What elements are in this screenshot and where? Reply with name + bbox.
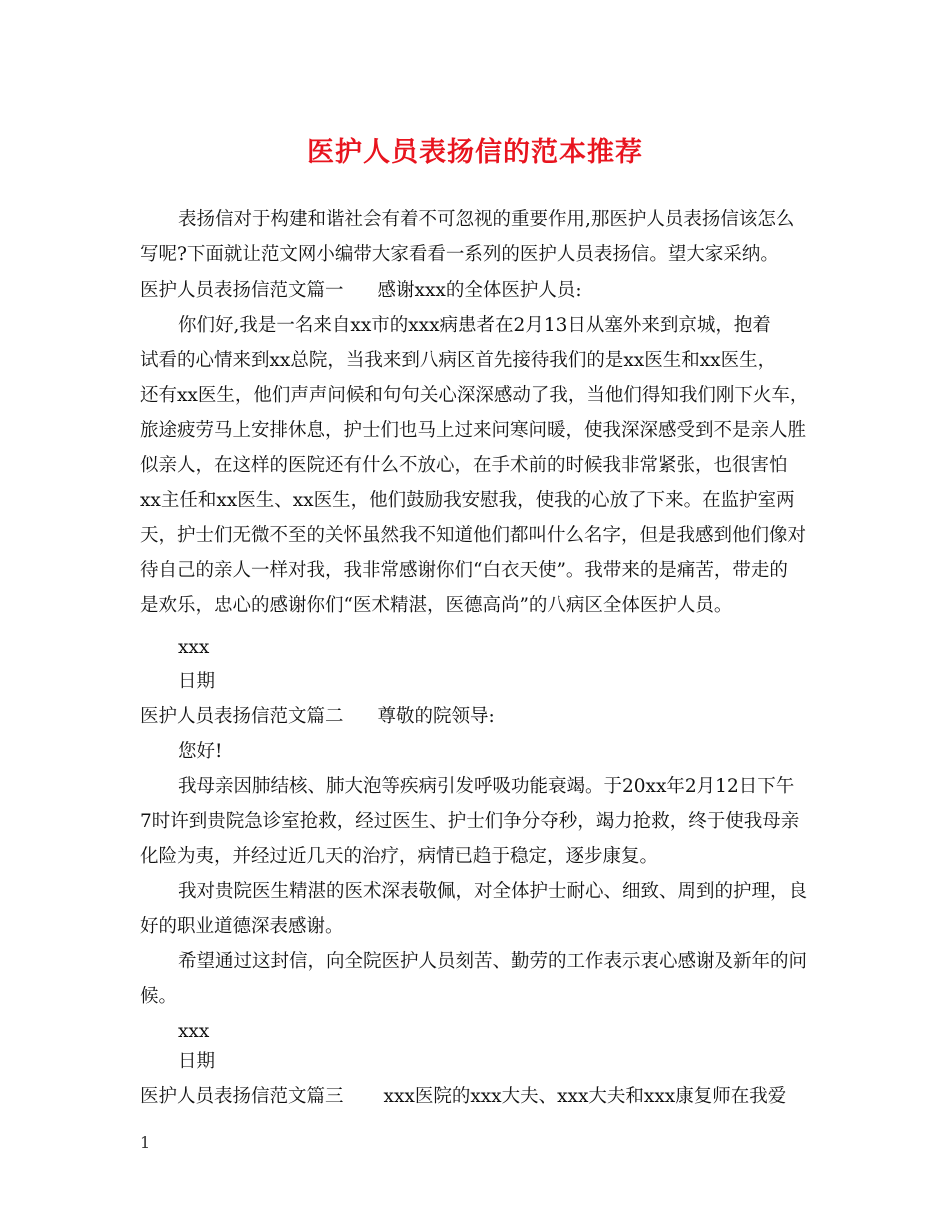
letter2-greeting: 尊敬的院领导:	[377, 706, 495, 727]
letter1-body-line: 是欢乐，忠心的感谢你们“医术精湛，医德高尚”的八病区全体医护人员。	[140, 595, 733, 616]
page-title: 医护人员表扬信的范本推荐	[307, 137, 643, 168]
intro-line: 写呢?下面就让范文网小编带大家看看一系列的医护人员表扬信。望大家采纳。	[140, 244, 779, 265]
letter2-body-line: 好的职业道德深表感谢。	[140, 916, 344, 937]
letter2-body-line: 我对贵院医生精湛的医术深表敬佩，对全体护士耐心、细致、周到的护理，良	[178, 881, 808, 902]
letter2-date: 日期	[178, 1051, 216, 1072]
letter2-heading: 医护人员表扬信范文篇二	[140, 706, 344, 727]
letter2-body-line: 希望通过这封信，向全院医护人员刻苦、勤劳的工作表示衷心感谢及新年的问	[178, 951, 808, 972]
letter2-body-line: 我母亲因肺结核、肺大泡等疾病引发呼吸功能衰竭。于20xx年2月12日下午	[178, 776, 795, 797]
letter2-signature: xxx	[178, 1021, 210, 1042]
letter1-body-line: 天，护士们无微不至的关怀虽然我不知道他们都叫什么名字，但是我感到他们像对	[140, 525, 807, 546]
letter2-salutation: 您好!	[178, 741, 223, 762]
letter2-body-line: 候。	[140, 986, 178, 1007]
letter3-text: xxx医院的xxx大夫、xxx大夫和xxx康复师在我爱	[383, 1086, 787, 1107]
letter1-body-line: 还有xx医生，他们声声问候和句句关心深深感动了我，当他们得知我们刚下火车，	[140, 385, 809, 406]
letter2-heading-line	[140, 705, 495, 729]
letter2-body-line: 7时许到贵院急诊室抢救，经过医生、护士们争分夺秒，竭力抢救，终于使我母亲	[140, 811, 800, 832]
letter1-heading-line	[140, 279, 582, 303]
page-number: 1	[140, 1133, 151, 1152]
letter2-body-line: 化险为夷，并经过近几天的治疗，病情已趋于稳定，逐步康复。	[140, 846, 659, 867]
letter1-greeting: 感谢xxx的全体医护人员:	[377, 280, 582, 301]
letter1-body-line: 待自己的亲人一样对我，我非常感谢你们“白衣天使”。我带来的是痛苦，带走的	[140, 560, 788, 581]
letter3-heading: 医护人员表扬信范文篇三	[140, 1086, 344, 1107]
letter1-body-line: 你们好,我是一名来自xx市的xxx病患者在2月13日从塞外来到京城，抱着	[178, 315, 771, 336]
letter1-body-line: 试看的心情来到xx总院，当我来到八病区首先接待我们的是xx医生和xx医生，	[140, 350, 777, 371]
letter1-date: 日期	[178, 671, 216, 692]
intro-line: 表扬信对于构建和谐社会有着不可忽视的重要作用,那医护人员表扬信该怎么	[178, 209, 795, 230]
letter1-heading: 医护人员表扬信范文篇一	[140, 280, 344, 301]
letter1-body-line: xx主任和xx医生、xx医生，他们鼓励我安慰我，使我的心放了下来。在监护室两	[140, 490, 795, 511]
letter1-body-line: 似亲人，在这样的医院还有什么不放心，在手术前的时候我非常紧张，也很害怕	[140, 455, 788, 476]
letter1-body-line: 旅途疲劳马上安排休息，护士们也马上过来问寒问暖，使我深深感受到不是亲人胜	[140, 420, 807, 441]
letter3-heading-line	[140, 1085, 786, 1109]
letter1-signature: xxx	[178, 637, 210, 658]
